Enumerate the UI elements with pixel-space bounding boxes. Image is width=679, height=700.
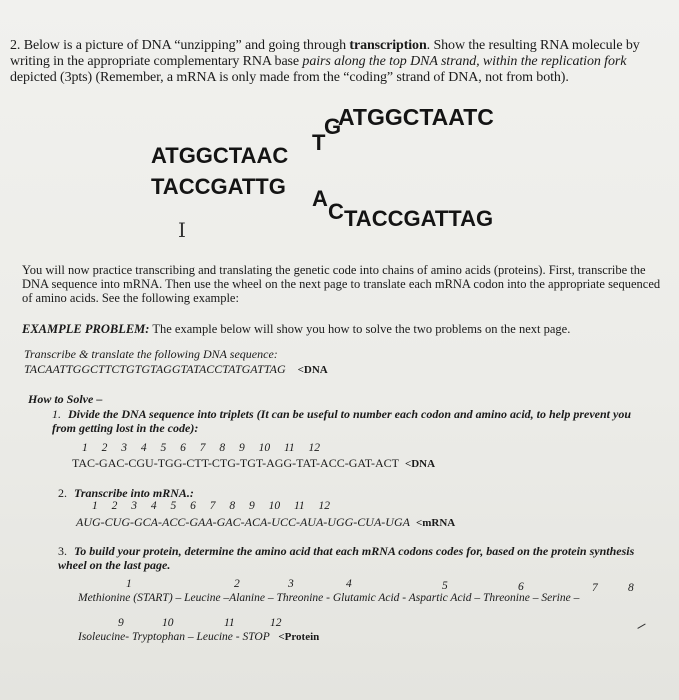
step-2-codons: AUG-CUG-GCA-ACC-GAA-GAC-ACA-UCC-AUA-UGG-CUA-UGA <mRNA <box>76 515 456 529</box>
step-3-amino-acids-line-1: Methionine (START) – Leucine –Alanine – Threonine - Glutamic Acid - Aspartic Acid – Threonine – Serine – <box>78 592 580 604</box>
top-fork-t: T <box>312 130 326 155</box>
instructions-paragraph: You will now practice transcribing and translating the genetic code into chains of amino acids (proteins). First, transcribe the DNA sequence into mRNA. Then use the wheel on the next page to translate each mRNA codon into the appropriate sequenced of amino acids. See the following example: <box>22 263 661 305</box>
step-3-amino-acids-line-2: Isoleucine- Tryptophan – Leucine - STOP <Protein <box>78 631 320 643</box>
bottom-left-strand: TACCGATTG <box>151 174 286 199</box>
step-2-instruction: 2. Transcribe into mRNA.: <box>58 486 194 500</box>
top-fork-g: G <box>324 114 342 139</box>
example-prompt: Transcribe & translate the following DNA sequence: <box>24 347 278 361</box>
how-to-solve-title: How to Solve – <box>28 392 103 406</box>
example-sequence: TACAATTGGCTTCTGTGTAGGTATACCTATGATTAG <DNA <box>24 362 328 376</box>
top-right-strand: ATGGCTAATC <box>338 104 494 130</box>
question-2-text: 2. Below is a picture of DNA “unzipping” and going through transcription. Show the resulting RNA molecule by writing in the appropriate complementary RNA base pairs along the top DNA strand, within the replication fork depicted (3pts) (Remember, a mRNA is only made from the “coding” strand of DNA, not from both). <box>10 38 640 85</box>
step-3-instruction: 3. To build your protein, determine the amino acid that each mRNA codons codes for, based on the protein synthesis wheel on the last page. <box>58 544 635 572</box>
step-1-numbers: 1 2 3 4 5 6 7 8 9 10 11 12 <box>82 442 321 454</box>
bottom-fork-c: C <box>328 199 344 224</box>
example-heading: EXAMPLE PROBLEM: The example below will show you how to solve the two problems on the next page. <box>22 322 571 336</box>
bottom-right-strand: TACCGATTAG <box>344 206 494 231</box>
step-1-codons: TAC-GAC-CGU-TGG-CTT-CTG-TGT-AGG-TAT-ACC-GAT-ACT <DNA <box>72 456 436 470</box>
step-1-instruction: 1. Divide the DNA sequence into triplets (It can be useful to number each codon and amino acid, to help prevent you from getting lost in the code): <box>52 407 631 435</box>
worksheet-page: 2. Below is a picture of DNA “unzipping” and going through transcription. Show the resulting RNA molecule by writing in the appropriate complementary RNA base pairs along the top DNA strand, within the replication fork depicted (3pts) (Remember, a mRNA is only made from the “coding” strand of DNA, not from both). ATGGCTAATC G T ATGGCTAAC TACCGATTG A C TACCGATTAG I You will now practice transcribing and translating the genetic code into chains of amino acids (proteins). First, transcribe the DNA sequence into mRNA. Then use the wheel on the next page to translate each mRNA codon into the appropriate sequenced of amino acids. See the following example: EXAMPLE PROBLEM: The example below will show you how to solve the two problems on the next page. Transcribe & translate the following DNA sequence: TACAATTGGCTTCTGTGTAGGTATACCTATGATTAG <DNA How to Solve – 1. Divide the DNA sequence into triplets (It can be useful to number each codon and amino acid, to help prevent you from getting lost in the code): 1 2 3 4 5 6 7 8 9 10 11 12 TAC-GAC-CGU-TGG-CTT-CTG-TGT-AGG-TAT-ACC-GAT-ACT <DNA 2. Transcribe into mRNA.: 1 2 3 4 5 6 7 8 9 10 11 12 AUG-CUG-GCA-ACC-GAA-GAC-ACA-UCC-AUA-UGG-CUA-UGA <mRNA 3. To build your protein, determine the amino acid that each mRNA codons codes for, based on the protein synthesis wheel on the last page. 1 2 3 4 5 6 7 8 Methionine (START) – Leucine –Alanine – Threonine - Glutamic Acid - Aspartic Acid – Threonine – Serine – 9 10 11 12 Isoleucine- Tryptophan – Leucine - STOP <Protein <box>0 0 679 700</box>
question-number: 2. <box>10 38 21 53</box>
pen-tick-mark <box>635 620 645 629</box>
text-cursor-icon: I <box>178 218 186 242</box>
step-2-numbers: 1 2 3 4 5 6 7 8 9 10 11 12 <box>92 500 331 512</box>
bottom-fork-a: A <box>312 186 328 211</box>
top-left-strand: ATGGCTAAC <box>151 143 289 168</box>
